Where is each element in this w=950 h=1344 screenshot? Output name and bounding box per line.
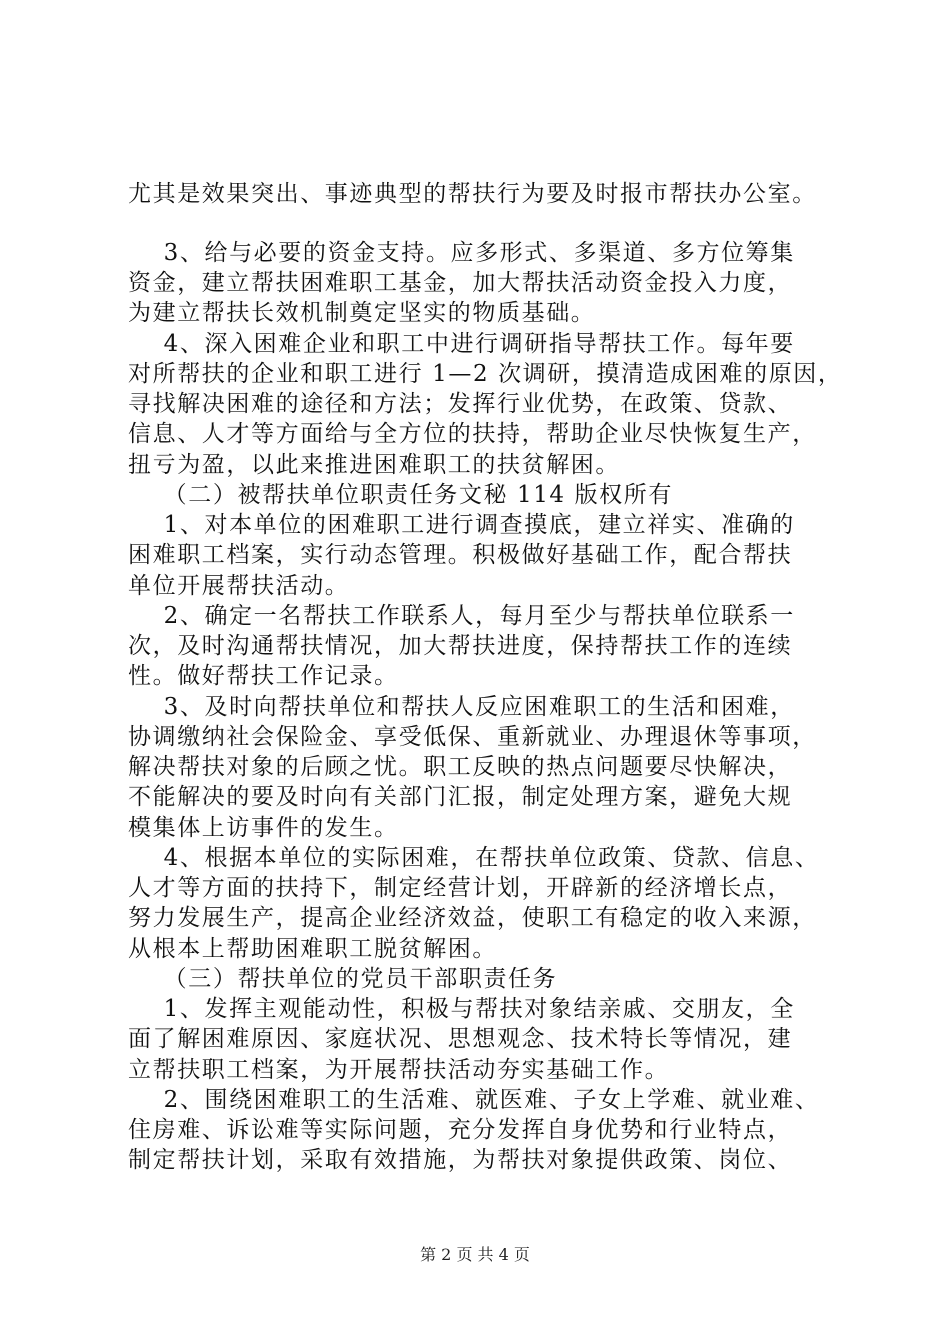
text-line: 制定帮扶计划，采取有效措施，为帮扶对象提供政策、岗位、 <box>128 1147 793 1173</box>
section-heading: （二）被帮扶单位职责任务文秘 114 版权所有 <box>128 482 673 508</box>
text-line: 4、根据本单位的实际困难，在帮扶单位政策、贷款、信息、 <box>128 845 820 871</box>
text-line: 尤其是效果突出、事迹典型的帮扶行为要及时报市帮扶办公室。 <box>128 181 817 207</box>
text-line: 扭亏为盈，以此来推进困难职工的扶贫解困。 <box>128 452 620 478</box>
text-line: 住房难、诉讼难等实际问题，充分发挥自身优势和行业特点， <box>128 1117 793 1143</box>
text-line: 3、给与必要的资金支持。应多形式、多渠道、多方位筹集 <box>128 240 795 266</box>
text-line: 为建立帮扶长效机制奠定坚实的物质基础。 <box>128 300 596 326</box>
text-line: 解决帮扶对象的后顾之忧。职工反映的热点问题要尽快解决， <box>128 754 793 780</box>
text-line: 从根本上帮助困难职工脱贫解困。 <box>128 936 497 962</box>
text-line: 困难职工档案，实行动态管理。积极做好基础工作，配合帮扶 <box>128 542 793 568</box>
text-line: 模集体上访事件的发生。 <box>128 815 399 841</box>
text-line: 面了解困难原因、家庭状况、思想观念、技术特长等情况，建 <box>128 1026 793 1052</box>
text-line: 努力发展生产，提高企业经济效益，使职工有稳定的收入来源， <box>128 905 817 931</box>
page-number-footer: 第 2 页 共 4 页 <box>420 1245 530 1264</box>
text-line: 次，及时沟通帮扶情况，加大帮扶进度，保持帮扶工作的连续 <box>128 633 793 659</box>
text-line: 协调缴纳社会保险金、享受低保、重新就业、办理退休等事项， <box>128 724 817 750</box>
text-line: 1、发挥主观能动性，积极与帮扶对象结亲戚、交朋友，全 <box>128 996 795 1022</box>
text-line: 人才等方面的扶持下，制定经营计划，开辟新的经济增长点， <box>128 875 793 901</box>
text-line: 4、深入困难企业和职工中进行调研指导帮扶工作。每年要 <box>128 331 795 357</box>
text-line: 性。做好帮扶工作记录。 <box>128 663 399 689</box>
text-line: 信息、人才等方面给与全方位的扶持，帮助企业尽快恢复生产， <box>128 421 817 447</box>
section-heading: （三）帮扶单位的党员干部职责任务 <box>128 966 558 992</box>
text-line: 资金，建立帮扶困难职工基金，加大帮扶活动资金投入力度， <box>128 270 793 296</box>
text-line: 对所帮扶的企业和职工进行 1—2 次调研，摸清造成困难的原因， <box>128 361 843 387</box>
text-line: 不能解决的要及时向有关部门汇报，制定处理方案，避免大规 <box>128 784 793 810</box>
text-line: 2、确定一名帮扶工作联系人，每月至少与帮扶单位联系一 <box>128 603 795 629</box>
text-line: 3、及时向帮扶单位和帮扶人反应困难职工的生活和困难， <box>128 694 795 720</box>
text-line: 寻找解决困难的途径和方法；发挥行业优势，在政策、贷款、 <box>128 391 793 417</box>
text-line: 立帮扶职工档案，为开展帮扶活动夯实基础工作。 <box>128 1057 670 1083</box>
text-line: 2、围绕困难职工的生活难、就医难、子女上学难、就业难、 <box>128 1087 820 1113</box>
text-line: 1、对本单位的困难职工进行调查摸底，建立祥实、准确的 <box>128 512 795 538</box>
text-line: 单位开展帮扶活动。 <box>128 573 350 599</box>
